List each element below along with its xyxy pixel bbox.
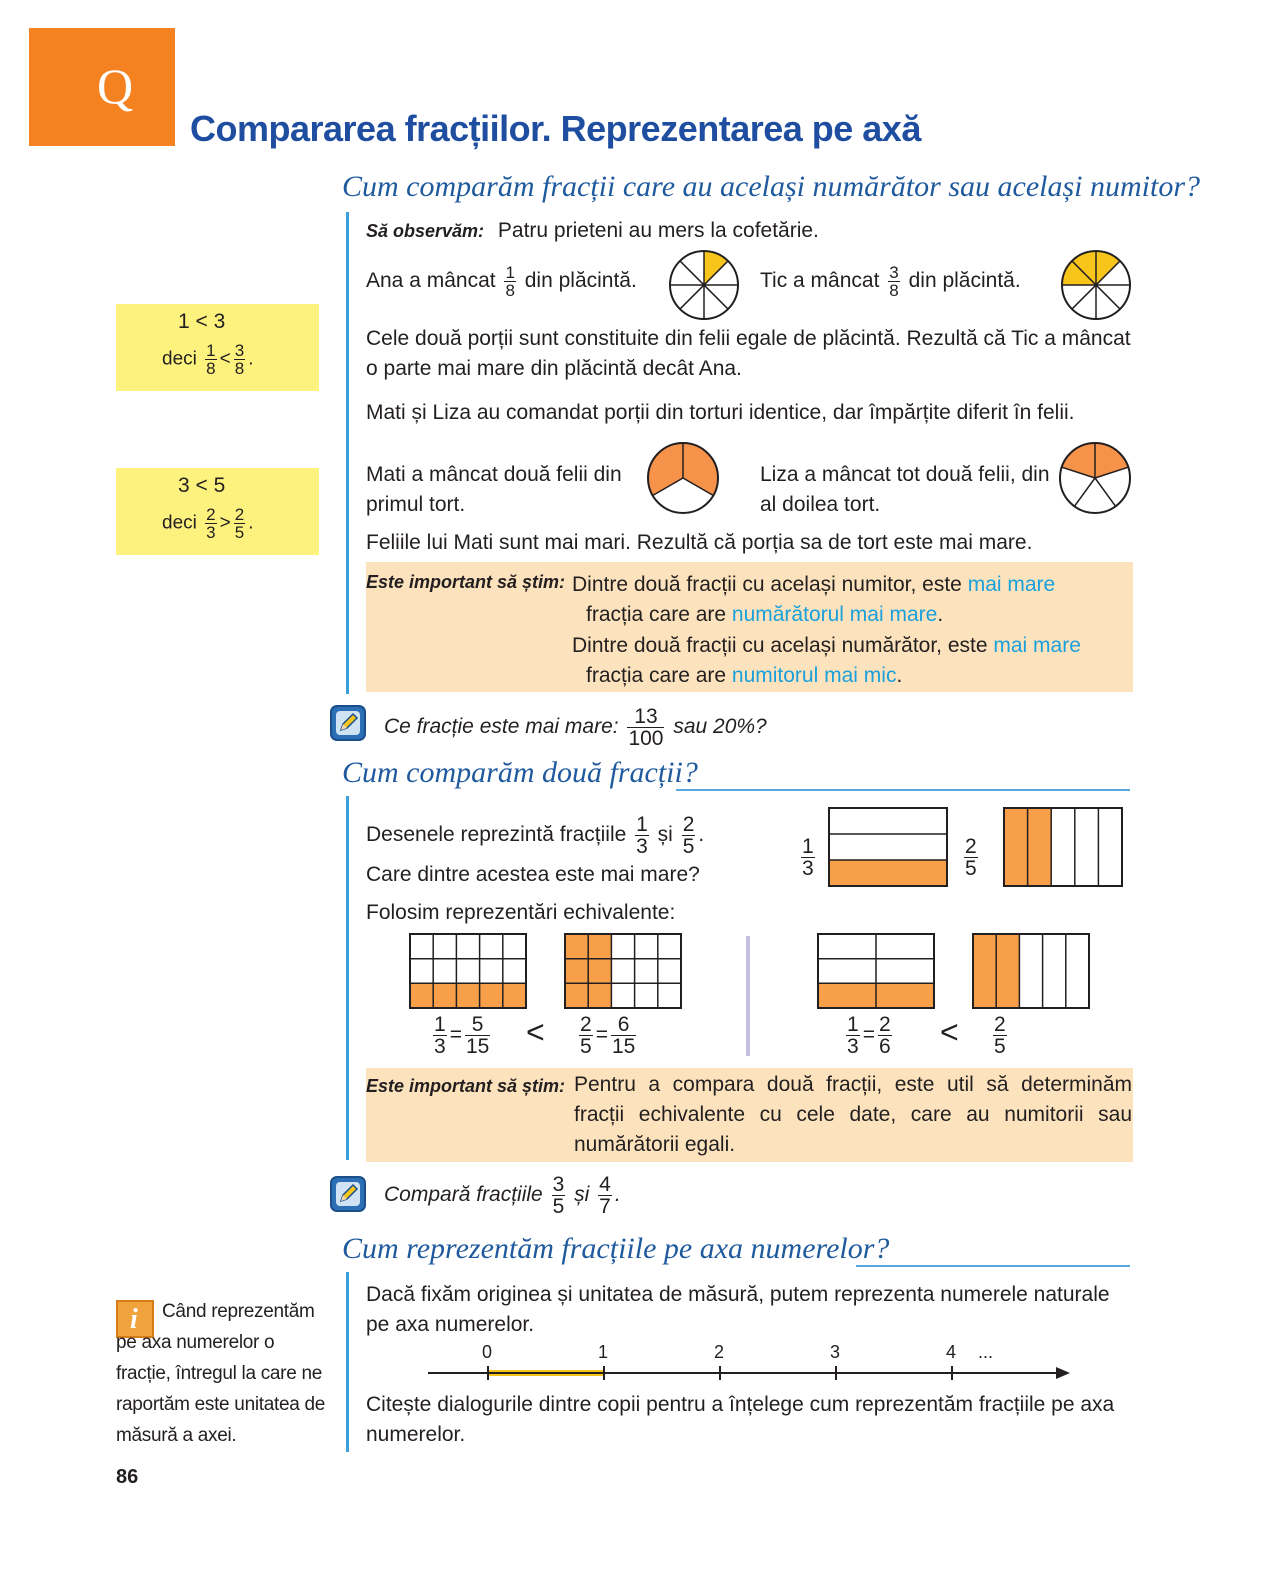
label-one-third: $\frac{1}{3}$ <box>802 835 814 880</box>
paragraph-2: Mati și Liza au comandat porții din torturi identice, dar împărțite diferit în felii. <box>366 401 1075 424</box>
equation-2: $\frac{2}{5}$ = $\frac{6}{15}$ <box>580 1013 636 1058</box>
page-number: 86 <box>116 1466 139 1488</box>
axis-paragraph-2: Citește dialogurile dintre copii pentru a înțelege cum reprezentăm fracțiile pe axa numerelor. <box>366 1393 1115 1446</box>
observe-row <box>366 216 819 246</box>
bar-one-third <box>828 807 948 887</box>
section-heading-2: Cum comparăm două fracții? <box>342 756 698 789</box>
paragraph-3: Feliile lui Mati sunt mai mari. Rezultă că porția sa de tort este mai mare. <box>366 531 1033 554</box>
bar-two-fifths <box>1003 807 1123 887</box>
ana-fraction: $\frac{1}{8}$ <box>505 263 515 300</box>
ana-row <box>366 264 637 299</box>
pie-tic-icon <box>1060 249 1132 321</box>
observe-label: Să observăm: <box>366 221 485 241</box>
section-heading-3: Cum reprezentăm fracțiile pe axa numerelor? <box>342 1232 890 1265</box>
exercise-pencil-icon <box>330 705 366 741</box>
important-label-1: Este important să știm: <box>366 572 566 592</box>
grid-two-fifths-copy <box>972 933 1090 1009</box>
axis-label-2: 2 <box>714 1342 725 1362</box>
question-line: Care dintre acestea este mai mare? <box>366 863 700 886</box>
side-note-2-comparison: deci $\frac{2}{3}$ > $\frac{2}{5}$ . <box>162 505 254 542</box>
exercise-pencil-icon-2 <box>330 1176 366 1212</box>
cake-mati-icon <box>646 441 720 515</box>
section-line-3 <box>346 1272 349 1452</box>
tic-text: Tic a mâncat <box>760 269 880 293</box>
info-icon: i <box>116 1300 154 1338</box>
ana-text: Ana a mâncat <box>366 269 496 293</box>
axis-dots: ... <box>978 1342 994 1362</box>
side-note-1-top: 1 < 3 <box>178 310 226 333</box>
equation-3: $\frac{1}{3}$ = $\frac{2}{6}$ <box>847 1013 891 1058</box>
important-box-1 <box>366 562 1133 692</box>
pie-ana-icon <box>668 249 740 321</box>
side-note-2 <box>116 468 319 555</box>
section-line-2 <box>346 796 349 1160</box>
tic-text-end: din plăcintă. <box>908 269 1021 293</box>
less-than-2: < <box>940 1014 959 1050</box>
ana-text-end: din plăcintă. <box>524 269 637 293</box>
important-label-2: Este important să știm: <box>366 1076 566 1096</box>
info-note: Când reprezentăm pe axa numerelor o fracție, întregul la care ne raportăm este unitatea de măsură a axei. <box>116 1301 326 1446</box>
axis-label-3: 3 <box>830 1342 841 1362</box>
side-note-1 <box>116 304 319 391</box>
liza-text: Liza a mâncat tot două felii, din al doilea tort. <box>760 463 1050 516</box>
section-heading-1: Cum comparăm fracții care au același numărător sau același numitor? <box>342 170 1201 203</box>
exercise-2: Compară fracțiile $\frac{3}{5}$ și $\frac{4}{7}$ . <box>384 1173 621 1218</box>
axis-label-0: 0 <box>482 1342 493 1362</box>
chapter-badge <box>29 28 175 146</box>
tic-fraction: $\frac{3}{8}$ <box>889 263 899 300</box>
label-two-fifths: $\frac{2}{5}$ <box>965 835 977 880</box>
equation-1: $\frac{1}{3}$ = $\frac{5}{15}$ <box>434 1013 490 1058</box>
section-line-1 <box>346 212 349 694</box>
equation-4: $\frac{2}{5}$ <box>994 1013 1006 1058</box>
axis-label-1: 1 <box>598 1342 609 1362</box>
paragraph-1: Cele două porții sunt constituite din felii egale de plăcintă. Rezultă că Tic a mâncat o parte mai mare din plăcintă decât Ana. <box>366 327 1131 380</box>
axis-label-4: 4 <box>946 1342 957 1362</box>
page-title: Compararea fracțiilor. Reprezentarea pe axă <box>190 108 921 149</box>
axis-paragraph-1: Dacă fixăm originea și unitatea de măsură, putem reprezenta numerele naturale pe axa numerelor. <box>366 1283 1110 1336</box>
observe-text: Patru prieteni au mers la cofetărie. <box>497 219 819 242</box>
number-axis <box>428 1362 1074 1386</box>
section-rule-3 <box>856 1265 1130 1267</box>
grid-six-fifteenths <box>564 933 682 1009</box>
badge-letter: Q <box>97 58 134 114</box>
tic-row <box>760 264 1021 299</box>
mati-text: Mati a mâncat două felii din primul tort. <box>366 463 622 516</box>
rule-bullet-2: Dintre două fracții cu același numărător, este mai mare fracția care are numitorul mai mic. <box>572 634 1081 687</box>
less-than-1: < <box>526 1014 545 1050</box>
grid-two-sixths <box>817 933 935 1009</box>
side-note-1-comparison: deci $\frac{1}{8}$ < $\frac{3}{8}$ . <box>162 341 254 378</box>
important-box-2 <box>366 1068 1133 1162</box>
fractions-line: Desenele reprezintă fracțiile $\frac{1}{3}$ și $\frac{2}{5}$ . <box>366 813 705 858</box>
equivalents-line: Folosim reprezentări echivalente: <box>366 901 676 924</box>
exercise-1: Ce fracție este mai mare: $\frac{13}{100}$ sau 20%? <box>384 705 767 750</box>
group-divider <box>746 936 750 1056</box>
side-note-2-top: 3 < 5 <box>178 474 226 497</box>
grid-five-fifteenths <box>409 933 527 1009</box>
cake-liza-icon <box>1058 441 1132 515</box>
rule-bullet-1: Dintre două fracții cu același numitor, este mai mare fracția care are numărătorul mai mare. <box>572 573 1056 626</box>
important-text-2: Pentru a compara două fracții, este util să determinăm fracții echivalente cu cele date, care au numitorii sau numărătorii egali. <box>574 1073 1132 1156</box>
section-rule-2 <box>676 789 1130 791</box>
